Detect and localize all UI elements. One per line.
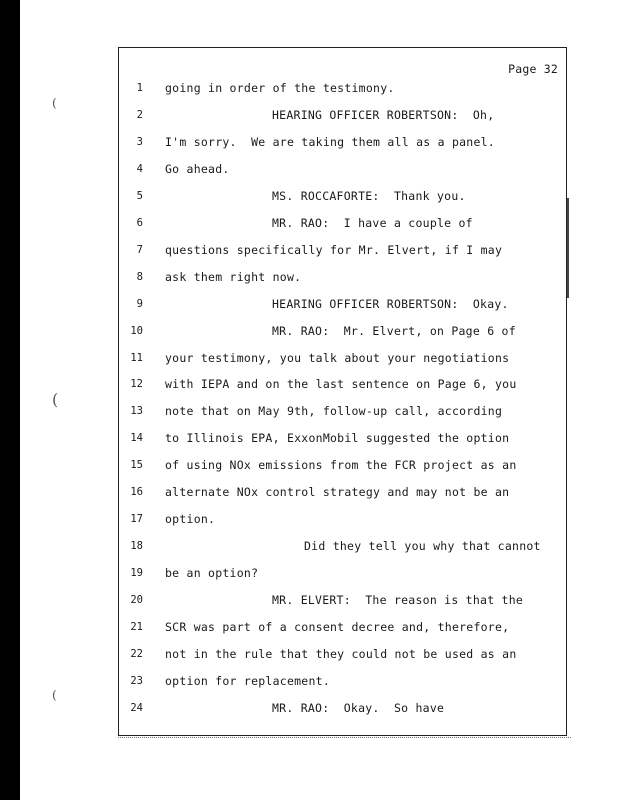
transcript-line xyxy=(119,402,566,420)
line-number: 19 xyxy=(130,567,143,580)
line-text: questions specifically for Mr. Elvert, if I may xyxy=(165,242,503,257)
line-number: 17 xyxy=(130,513,143,526)
line-text: alternate NOx control strategy and may not be an xyxy=(165,485,510,500)
transcript-line xyxy=(119,375,566,393)
line-number: 22 xyxy=(130,647,143,660)
transcript-line xyxy=(119,645,566,663)
transcript-line xyxy=(119,322,566,340)
line-number: 2 xyxy=(136,108,143,121)
line-text: not in the rule that they could not be used as an xyxy=(165,646,517,661)
line-number: 21 xyxy=(130,621,143,633)
transcript-line xyxy=(119,564,566,582)
transcript-line xyxy=(119,133,566,151)
line-number: 6 xyxy=(136,216,143,229)
line-text: HEARING OFFICER ROBERTSON: Okay. xyxy=(272,296,509,311)
margin-mark: ( xyxy=(52,390,59,409)
transcript-line xyxy=(119,672,566,690)
line-text: MS. ROCCAFORTE: Thank you. xyxy=(272,188,466,203)
line-number: 16 xyxy=(130,486,143,499)
line-text: Go ahead. xyxy=(165,161,230,176)
line-number: 24 xyxy=(130,701,143,714)
line-number: 11 xyxy=(130,351,143,364)
transcript-line xyxy=(119,699,566,717)
line-text: be an option? xyxy=(165,566,259,581)
line-number: 20 xyxy=(130,594,143,607)
transcript-line xyxy=(119,187,566,205)
line-number: 13 xyxy=(130,405,143,418)
page-bottom-rule xyxy=(118,737,571,739)
transcript-line xyxy=(119,429,566,447)
line-text: with IEPA and on the last sentence on Page 6, you xyxy=(165,377,517,392)
line-text: option for replacement. xyxy=(165,673,330,688)
transcript-line xyxy=(119,591,566,609)
line-text: HEARING OFFICER ROBERTSON: Oh, xyxy=(272,107,495,122)
transcript-line xyxy=(119,618,566,636)
line-text: MR. RAO: I have a couple of xyxy=(272,215,473,230)
margin-mark: ( xyxy=(52,96,57,110)
page-number: Page 32 xyxy=(508,62,558,76)
transcript-line xyxy=(119,295,566,313)
transcript-line xyxy=(119,160,566,178)
line-text: MR. ELVERT: The reason is that the xyxy=(272,593,524,608)
margin-mark: ( xyxy=(52,688,57,702)
line-text: your testimony, you talk about your negotiations xyxy=(165,350,510,365)
line-text: SCR was part of a consent decree and, therefore, xyxy=(165,620,510,634)
line-text: MR. RAO: Okay. So have xyxy=(272,700,445,715)
line-text: I'm sorry. We are taking them all as a panel. xyxy=(165,134,495,149)
line-number: 8 xyxy=(136,270,143,283)
transcript-line xyxy=(119,214,566,232)
line-number: 3 xyxy=(136,135,143,148)
transcript-line xyxy=(119,349,566,367)
transcript-line xyxy=(119,456,566,474)
line-number: 10 xyxy=(130,324,143,337)
line-number: 1 xyxy=(136,82,143,94)
transcript-page xyxy=(118,47,567,736)
transcript-line xyxy=(119,537,566,555)
line-text: to Illinois EPA, ExxonMobil suggested the option xyxy=(165,431,510,446)
line-text: of using NOx emissions from the FCR project as an xyxy=(165,458,517,473)
transcript-line xyxy=(119,106,566,124)
transcript-line xyxy=(119,268,566,286)
line-text: Did they tell you why that cannot xyxy=(304,539,541,554)
line-text: option. xyxy=(165,512,216,527)
line-number: 23 xyxy=(130,674,143,687)
line-text: note that on May 9th, follow-up call, according xyxy=(165,404,503,419)
line-number: 18 xyxy=(130,540,143,553)
line-number: 4 xyxy=(136,162,143,175)
line-text: going in order of the testimony. xyxy=(165,81,395,95)
line-number: 12 xyxy=(130,378,143,391)
line-text: MR. RAO: Mr. Elvert, on Page 6 of xyxy=(272,323,516,338)
transcript-line xyxy=(119,483,566,501)
line-number: 5 xyxy=(136,189,143,202)
line-number: 14 xyxy=(130,432,143,445)
line-number: 7 xyxy=(136,243,143,256)
transcript-line xyxy=(119,79,566,97)
transcript-line xyxy=(119,510,566,528)
line-text: ask them right now. xyxy=(165,269,302,284)
line-number: 15 xyxy=(130,459,143,472)
scan-edge-shadow xyxy=(0,0,20,800)
transcript-line xyxy=(119,241,566,259)
line-number: 9 xyxy=(136,297,143,310)
